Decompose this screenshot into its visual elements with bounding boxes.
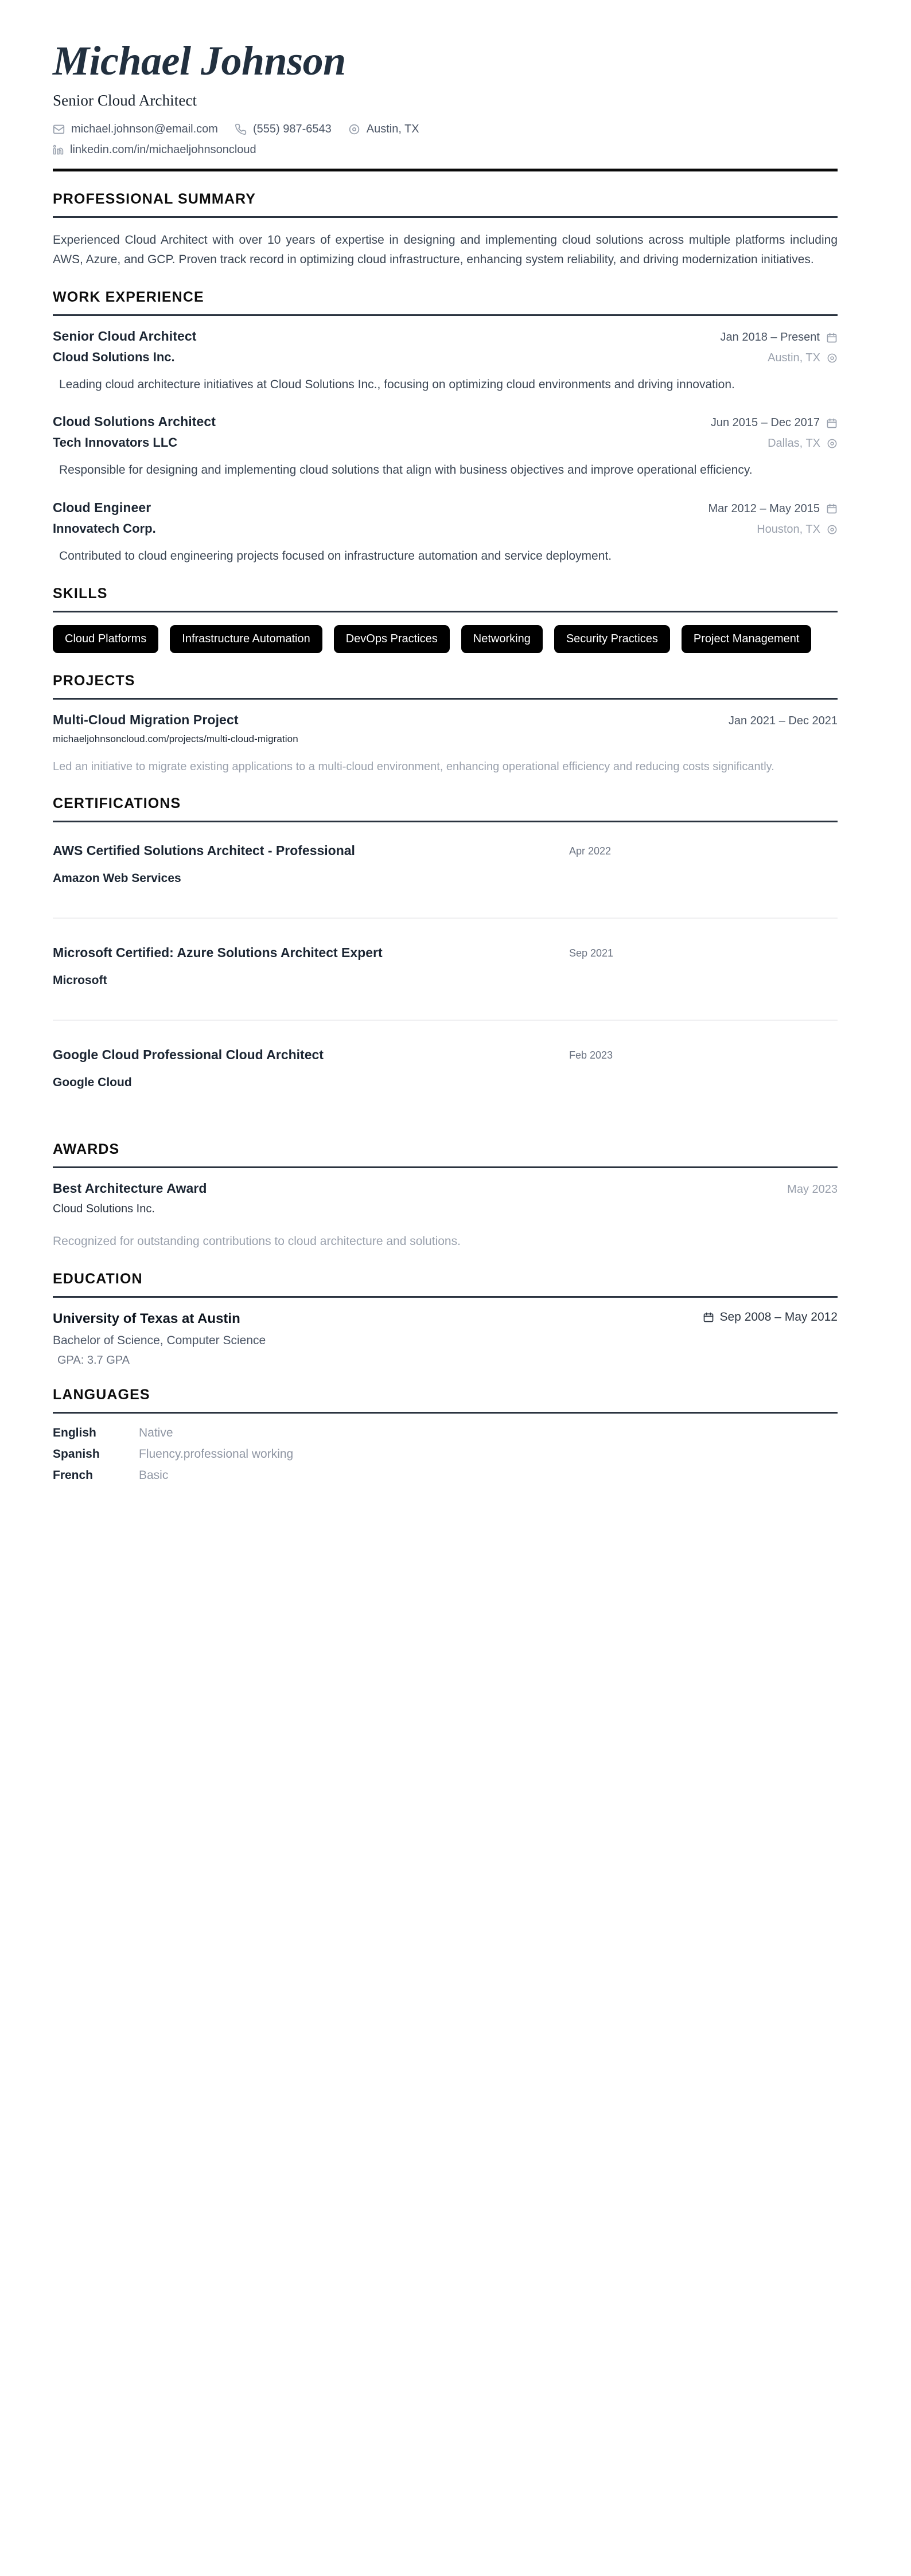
- skill-badge: Cloud Platforms: [53, 625, 158, 653]
- contact-phone-text: (555) 987-6543: [252, 123, 332, 136]
- section-title-languages: LANGUAGES: [53, 1386, 150, 1403]
- education-entry: [53, 1310, 838, 1367]
- certification-issuer: Amazon Web Services: [53, 871, 181, 885]
- experience-dates: [708, 502, 838, 516]
- calendar-icon: [703, 1312, 714, 1323]
- contact-location: [348, 123, 419, 136]
- award-date-text: May 2023: [787, 1182, 838, 1196]
- project-url[interactable]: michaeljohnsoncloud.com/projects/multi-cloud-migration: [53, 733, 298, 744]
- section-certifications: [53, 795, 838, 1122]
- contact-location-text: Austin, TX: [366, 123, 419, 136]
- certification-date: Feb 2023: [569, 1049, 613, 1061]
- map-pin-icon: [827, 353, 838, 364]
- calendar-icon: [826, 332, 838, 344]
- section-title-experience: WORK EXPERIENCE: [53, 289, 204, 306]
- language-row: [53, 1469, 838, 1482]
- section-languages: [53, 1387, 838, 1482]
- contact-block: [53, 123, 838, 157]
- experience-dates-text: Jun 2015 – Dec 2017: [710, 416, 820, 430]
- contact-email-text: michael.johnson@email.com: [71, 123, 218, 136]
- education-school: University of Texas at Austin: [53, 1310, 240, 1326]
- education-gpa-value: 3.7 GPA: [87, 1353, 130, 1367]
- language-name: English: [53, 1426, 96, 1439]
- skills-list: [53, 625, 838, 653]
- language-name: Spanish: [53, 1447, 100, 1461]
- section-title-summary: PROFESSIONAL SUMMARY: [53, 191, 256, 208]
- section-professional-summary: [53, 191, 838, 270]
- phone-icon: [235, 123, 247, 135]
- language-name: French: [53, 1468, 94, 1482]
- experience-role: Cloud Solutions Architect: [53, 414, 216, 430]
- experience-location: [768, 352, 838, 365]
- section-divider: [53, 314, 838, 316]
- section-divider: [53, 821, 838, 822]
- section-divider: [53, 1296, 838, 1298]
- skill-badge: Infrastructure Automation: [170, 625, 322, 653]
- section-title-projects: PROJECTS: [53, 672, 135, 689]
- experience-company: Innovatech Corp.: [53, 521, 156, 536]
- certification-name: Microsoft Certified: Azure Solutions Architect Expert: [53, 944, 383, 960]
- project-entry: [53, 712, 838, 776]
- experience-dates-text: Mar 2012 – May 2015: [708, 502, 820, 515]
- experience-role: Cloud Engineer: [53, 499, 151, 515]
- contact-linkedin-text: linkedin.com/in/michaeljohnsoncloud: [70, 143, 256, 157]
- education-gpa-label: GPA:: [57, 1353, 84, 1367]
- certification-name: AWS Certified Solutions Architect - Professional: [53, 842, 355, 858]
- contact-phone[interactable]: [235, 123, 332, 136]
- project-description: Led an initiative to migrate existing applications to a multi-cloud environment, enhancing operational efficiency and reducing costs significantly.: [53, 760, 774, 773]
- section-title-education: EDUCATION: [53, 1270, 143, 1287]
- skill-badge: Security Practices: [554, 625, 670, 653]
- certification-entry: [53, 919, 838, 1021]
- experience-dates-text: Jan 2018 – Present: [720, 331, 820, 344]
- experience-dates: [711, 416, 838, 430]
- section-divider: [53, 216, 838, 218]
- section-education: [53, 1271, 838, 1367]
- experience-role: Senior Cloud Architect: [53, 329, 197, 344]
- certification-date: Apr 2022: [569, 845, 612, 857]
- map-pin-icon: [348, 123, 360, 135]
- contact-row-links: [53, 143, 838, 157]
- section-title-skills: SKILLS: [53, 585, 108, 602]
- award-description: Recognized for outstanding contributions to cloud architecture and solutions.: [53, 1234, 461, 1248]
- section-awards: [53, 1141, 838, 1251]
- contact-row-primary: [53, 123, 838, 136]
- education-gpa: [53, 1354, 838, 1367]
- map-pin-icon: [827, 438, 838, 449]
- experience-entry: [53, 414, 838, 480]
- skill-badge: DevOps Practices: [334, 625, 450, 653]
- calendar-icon: [826, 503, 838, 514]
- candidate-headline: Senior Cloud Architect: [53, 92, 197, 110]
- experience-company: Cloud Solutions Inc.: [53, 350, 175, 365]
- header-divider: [53, 169, 838, 171]
- skill-badge: Networking: [461, 625, 543, 653]
- certification-name: Google Cloud Professional Cloud Architect: [53, 1047, 324, 1062]
- experience-entry: [53, 500, 838, 566]
- experience-location: [768, 437, 838, 450]
- education-dates-text: Sep 2008 – May 2012: [719, 1310, 838, 1324]
- certification-date: Sep 2021: [569, 947, 614, 959]
- award-name: Best Architecture Award: [53, 1180, 207, 1196]
- section-divider: [53, 698, 838, 700]
- experience-description: Leading cloud architecture initiatives at Cloud Solutions Inc., focusing on optimizing cloud environments and driving innovation.: [59, 378, 735, 392]
- language-level: Native: [139, 1426, 173, 1439]
- page-bottom-whitespace: [53, 1490, 838, 1834]
- project-name: Multi-Cloud Migration Project: [53, 712, 239, 727]
- section-projects: [53, 673, 838, 776]
- experience-entry: [53, 329, 838, 395]
- education-dates: [703, 1310, 838, 1324]
- award-organization: Cloud Solutions Inc.: [53, 1202, 155, 1215]
- project-dates: [729, 715, 838, 728]
- experience-location: [757, 523, 838, 536]
- certification-issuer: Google Cloud: [53, 1075, 132, 1089]
- contact-email[interactable]: [53, 123, 218, 136]
- skill-badge: Project Management: [682, 625, 812, 653]
- map-pin-icon: [827, 524, 838, 535]
- section-divider: [53, 611, 838, 612]
- experience-description: Responsible for designing and implementing cloud solutions that align with business objectives and improve operational efficiency.: [59, 463, 753, 477]
- experience-dates: [721, 331, 838, 344]
- summary-text: Experienced Cloud Architect with over 10 years of expertise in designing and implementing cloud solutions across multiple platforms including AWS, Azure, and GCP. Proven track record in optimizing cloud infrastructure, enhancing system reliability, and driving modernization initiatives.: [53, 233, 838, 267]
- language-row: [53, 1426, 838, 1440]
- candidate-name: Michael Johnson: [53, 38, 346, 84]
- contact-linkedin[interactable]: [53, 143, 256, 157]
- section-title-certifications: CERTIFICATIONS: [53, 795, 181, 811]
- experience-company: Tech Innovators LLC: [53, 435, 178, 450]
- section-title-awards: AWARDS: [53, 1141, 120, 1157]
- section-divider: [53, 1166, 838, 1168]
- experience-location-text: Austin, TX: [768, 352, 820, 365]
- certification-entry: [53, 1021, 838, 1122]
- experience-location-text: Houston, TX: [757, 522, 820, 536]
- calendar-icon: [826, 417, 838, 429]
- certification-issuer: Microsoft: [53, 973, 107, 987]
- award-date: [787, 1183, 838, 1196]
- section-skills: [53, 586, 838, 653]
- linkedin-icon: [53, 145, 64, 155]
- language-row: [53, 1447, 838, 1461]
- education-degree: Bachelor of Science, Computer Science: [53, 1333, 266, 1347]
- resume-header: [53, 40, 838, 171]
- section-divider: [53, 1412, 838, 1414]
- experience-description: Contributed to cloud engineering projects focused on infrastructure automation and service deployment.: [59, 549, 612, 563]
- experience-location-text: Dallas, TX: [768, 437, 820, 450]
- award-entry: [53, 1181, 838, 1251]
- project-dates-text: Jan 2021 – Dec 2021: [728, 714, 838, 727]
- envelope-icon: [53, 123, 65, 135]
- section-work-experience: [53, 289, 838, 565]
- language-level: Basic: [139, 1468, 169, 1482]
- language-level: Fluency.professional working: [139, 1447, 294, 1461]
- certification-entry: [53, 835, 838, 919]
